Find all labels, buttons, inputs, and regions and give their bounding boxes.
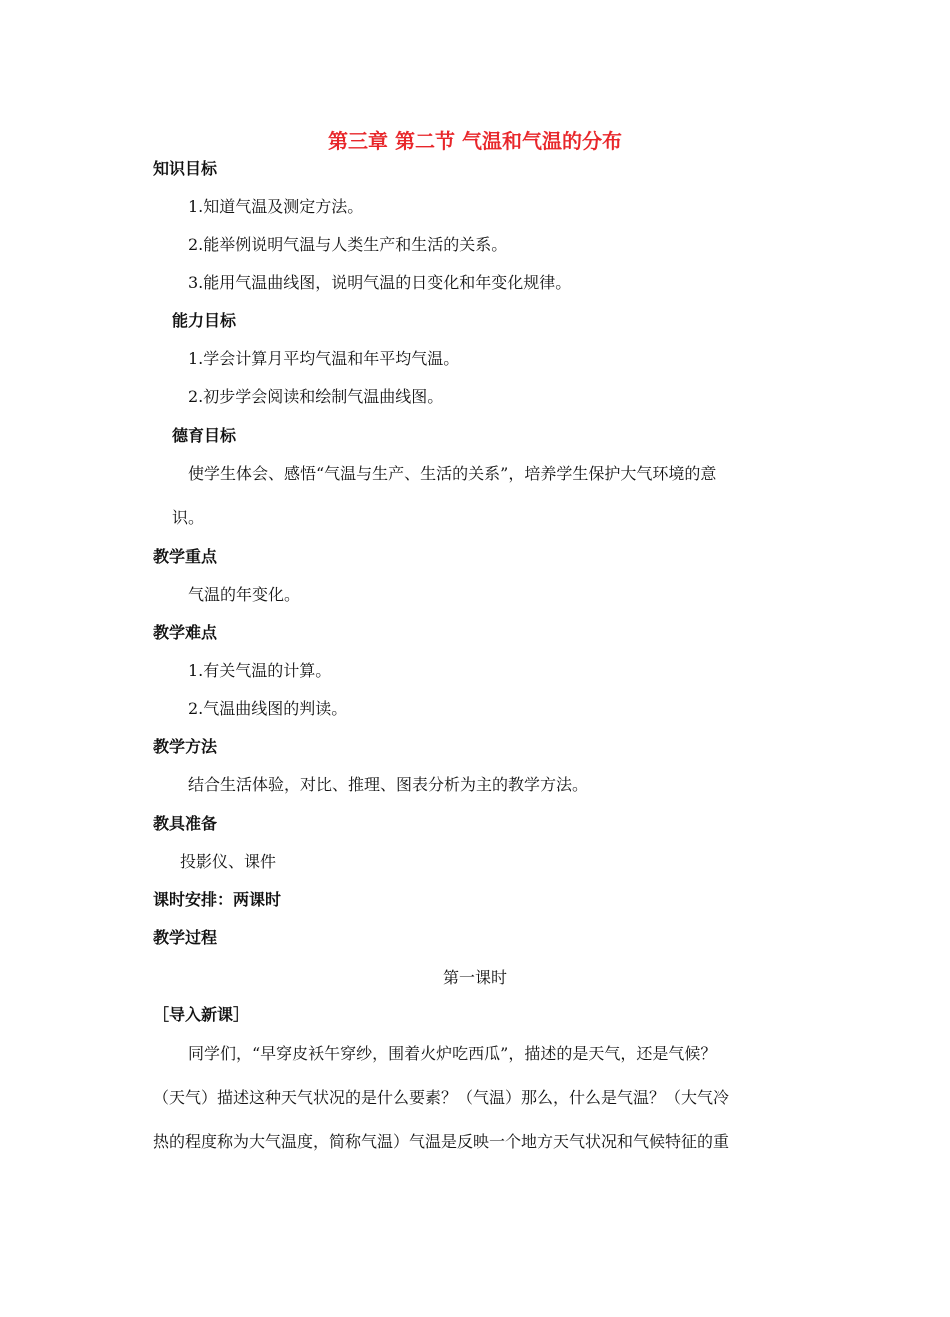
intro-paragraph-line: 同学们，“早穿皮袄午穿纱，围着火炉吃西瓜”，描述的是天气，还是气候？ [188, 1044, 717, 1063]
knowledge-item: 2.能举例说明气温与人类生产和生活的关系。 [188, 235, 508, 254]
difficulty-item: 2.气温曲线图的判读。 [188, 699, 348, 718]
heading-knowledge-goals: 知识目标 [153, 159, 218, 178]
teaching-tools-text: 投影仪、课件 [180, 852, 277, 871]
heading-schedule: 课时安排：两课时 [153, 890, 282, 909]
heading-teaching-method: 教学方法 [153, 737, 218, 756]
moral-text-line: 使学生体会、感悟“气温与生产、生活的关系”，培养学生保护大气环境的意 [188, 464, 717, 483]
heading-teaching-difficulty: 教学难点 [153, 623, 218, 642]
teaching-key-text: 气温的年变化。 [188, 585, 301, 604]
lesson-label: 第一课时 [442, 968, 507, 987]
teaching-method-text: 结合生活体验，对比、推理、图表分析为主的教学方法。 [188, 775, 589, 794]
heading-teaching-key: 教学重点 [153, 547, 218, 566]
intro-paragraph-line: （天气）描述这种天气状况的是什么要素？（气温）那么，什么是气温？（大气冷 [153, 1088, 730, 1107]
ability-item: 1.学会计算月平均气温和年平均气温。 [188, 349, 460, 368]
knowledge-item: 1.知道气温及测定方法。 [188, 197, 364, 216]
heading-ability-goals: 能力目标 [172, 311, 237, 330]
difficulty-item: 1.有关气温的计算。 [188, 661, 332, 680]
knowledge-item: 3.能用气温曲线图，说明气温的日变化和年变化规律。 [188, 273, 572, 292]
heading-teaching-tools: 教具准备 [153, 814, 218, 833]
heading-intro: ［导入新课］ [153, 1005, 250, 1024]
heading-teaching-process: 教学过程 [153, 928, 218, 947]
moral-text-line: 识。 [172, 508, 205, 527]
intro-paragraph-line: 热的程度称为大气温度，简称气温）气温是反映一个地方天气状况和气候特征的重 [153, 1132, 730, 1151]
page-title: 第三章 第二节 气温和气温的分布 [328, 129, 622, 153]
ability-item: 2.初步学会阅读和绘制气温曲线图。 [188, 387, 444, 406]
heading-moral-goals: 德育目标 [172, 426, 237, 445]
